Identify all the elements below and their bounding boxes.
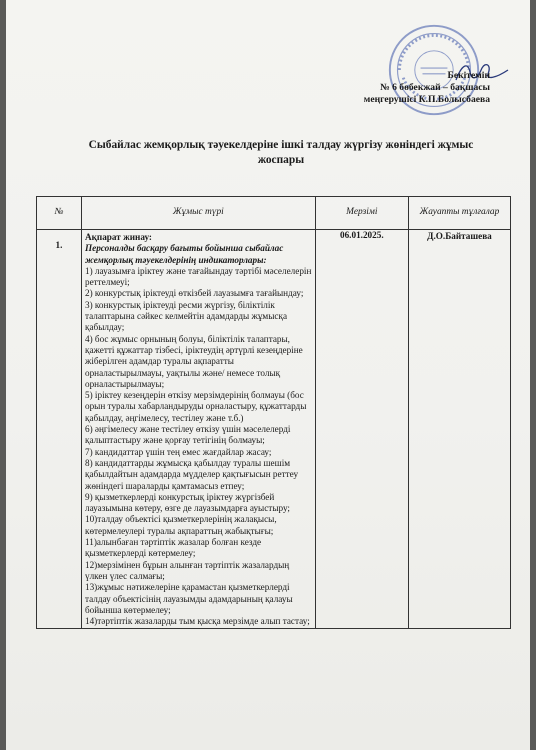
list-item: 9) қызметкерлерді конкурстық іріктеу жүргізбей лауазымына көтеру, өзге де лауазымдарға ауыстыру; xyxy=(84,491,290,514)
table-row xyxy=(37,230,511,629)
header-deadline: Мерзімі xyxy=(315,197,408,230)
list-item: 6) әңгімелесу және тестілеу өткізу үшін мәселелерді қалыптастыру және қорғау тетігінің болмауы; xyxy=(84,424,291,446)
list-item: 8) кандидаттарды жұмысқа қабылдау туралы шешім қабылдайтын адамдарда мүдделер қақтығысын реттеу жөніндегі шараларды қамтамасыз етпеу; xyxy=(84,457,299,491)
approval-approved-label: Бекітемін xyxy=(447,70,490,81)
approval-head-name: меңгерушісі К.П.Болысбаева xyxy=(363,94,490,105)
table-header-row xyxy=(37,197,511,230)
list-item: 13)жұмыс нәтижелеріне қарамастан қызметкерлерді талдау объектісінің лауазымды адамдарының қалауы бойынша көтермелеу; xyxy=(84,582,293,615)
indicator-list xyxy=(85,266,312,628)
header-work-type: Жұмыс түрі xyxy=(81,197,315,230)
row-subheading: Персоналды басқару бағыты бойынша сыбайлас жемқорлық тәуекелдерінің индикаторлары: xyxy=(84,243,284,265)
row-work-type xyxy=(81,230,315,629)
document-title: Сыбайлас жемқорлық тәуекелдеріне ішкі талдау жүргізу жөніндегі жұмыс жоспары xyxy=(88,139,474,166)
header-number: № xyxy=(37,197,82,230)
row-responsible: Д.О.Байташева xyxy=(408,230,510,629)
approval-block xyxy=(290,70,490,106)
list-item: 2) конкурстық іріктеуді өткізбей лауазымға тағайындау; xyxy=(84,288,304,299)
header-responsible: Жауапты тұлғалар xyxy=(408,197,510,230)
list-item: 7) кандидаттар үшін тең емес жағдайлар жасау; xyxy=(84,446,272,457)
row-number: 1. xyxy=(37,230,82,629)
list-item: 3) конкурстық іріктеуді ресми жүргізу, біліктілік талаптарына сәйкес келмейтін адамдарды жұмысқа қабылдау; xyxy=(84,299,288,333)
list-item: 10)талдау объектісі қызметкерлерінің жалақысы, көтермелеулері туралы ақпараттың жабықтығы; xyxy=(84,514,277,536)
list-item: 1) лауазымға іріктеу және тағайындау тәртібі мәселелерін реттелмеуі; xyxy=(84,265,312,288)
work-plan-table xyxy=(36,196,511,629)
list-item: 11)алынбаған тәртіптік жазалар болған кезде қызметкерлерді көтермелеу; xyxy=(84,537,262,559)
list-item: 14)тәртіптік жазаларды тым қысқа мерзімде алып тастау; xyxy=(84,616,310,627)
list-item: 4) бос жұмыс орнының болуы, біліктілік талаптары, қажетті құжаттар тізбесі, іріктеудің әртүрлі кезеңдеріне жіберілген адамдар туралы ақпаратты орналастырылмауы, уақтылы және/ немесе толық орналастырылмауы; xyxy=(84,333,303,389)
list-item: 5) іріктеу кезеңдерін өткізу мерзімдерінің болмауы (бос орын туралы хабарландыруды орналастыру, құжаттарды қабылдау, әңгімелесу, тестілеу және т.б.) xyxy=(84,390,307,423)
document-page xyxy=(6,0,530,750)
approval-organization: № 6 бөбекжай – бақшасы xyxy=(380,82,490,93)
row-deadline: 06.01.2025. xyxy=(315,230,408,629)
row-lead-text: Ақпарат жинау: xyxy=(84,232,152,242)
list-item: 12)мерзімінен бұрын алынған тәртіптік жазалардың үлкен үлес салмағы; xyxy=(84,559,290,581)
